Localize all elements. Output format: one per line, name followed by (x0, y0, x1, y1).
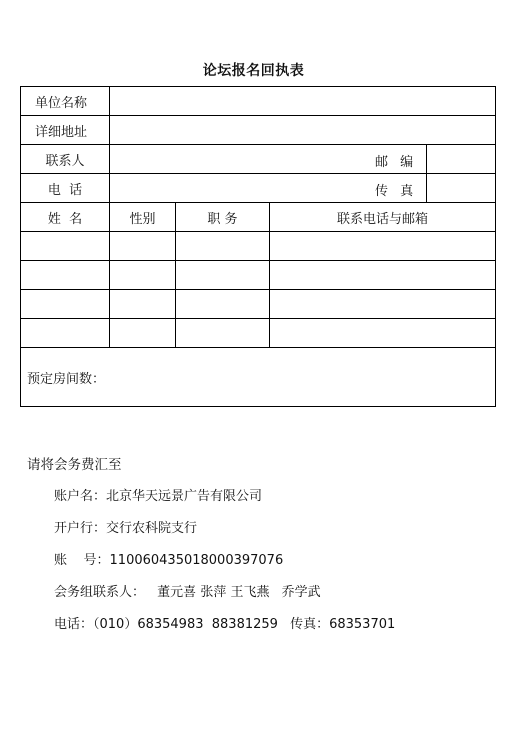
postcode-label: 邮 编 (375, 155, 418, 170)
col-contact-header: 联系电话与邮箱 (270, 203, 496, 232)
organizer-fax-label: 传真： (290, 617, 330, 632)
form-title: 论坛报名回执表 (202, 63, 305, 79)
address-row (21, 116, 496, 145)
phone-fax-row (21, 174, 496, 203)
organizer-contact-name: 董元喜 (157, 585, 197, 600)
address-field[interactable] (110, 116, 496, 145)
attendee-position-cell[interactable] (176, 261, 270, 290)
fax-label: 传 真 (375, 184, 418, 199)
attendee-gender-cell[interactable] (110, 319, 176, 348)
col-position-header: 职 务 (176, 203, 270, 232)
bank-value: 交行农科院支行 (106, 521, 198, 536)
attendee-contact-cell[interactable] (270, 319, 496, 348)
attendee-contact-cell[interactable] (270, 232, 496, 261)
attendee-name-cell[interactable] (21, 319, 110, 348)
attendee-row (21, 319, 496, 348)
organizer-contact-name: 王飞燕 (230, 585, 270, 600)
col-name-header: 姓 名 (21, 203, 110, 232)
attendee-gender-cell[interactable] (110, 261, 176, 290)
attendee-name-cell[interactable] (21, 261, 110, 290)
payment-info (27, 453, 395, 647)
organizer-fax-value: 68353701 (329, 617, 396, 632)
room-booking-cell[interactable] (21, 348, 496, 407)
attendee-contact-cell[interactable] (270, 261, 496, 290)
organizer-contact-name: 张萍 (200, 585, 227, 600)
attendee-name-cell[interactable] (21, 232, 110, 261)
account-name-label: 账户名： (54, 489, 107, 504)
attendee-gender-cell[interactable] (110, 232, 176, 261)
contact-person-label: 联系人 (21, 145, 110, 174)
organizer-contacts-label: 会务组联系人： (54, 585, 146, 600)
room-booking-row (21, 348, 496, 407)
account-number-value: 110060435018000397076 (109, 553, 284, 568)
attendee-row (21, 290, 496, 319)
organizer-contacts-line (27, 583, 395, 615)
account-number-label: 账 号： (54, 553, 110, 568)
bank-line (27, 519, 395, 551)
organizer-phone-value: （010）68354983 88381259 (93, 617, 278, 632)
fax-field[interactable] (375, 174, 496, 203)
account-name-value: 北京华天远景广告有限公司 (106, 489, 263, 504)
unit-name-label: 单位名称 (21, 87, 110, 116)
payment-heading: 请将会务费汇至 (27, 457, 122, 473)
bank-label: 开户行： (54, 521, 107, 536)
attendee-position-cell[interactable] (176, 232, 270, 261)
attendee-gender-cell[interactable] (110, 290, 176, 319)
attendee-position-cell[interactable] (176, 319, 270, 348)
contact-row (21, 145, 496, 174)
postcode-field[interactable] (375, 145, 496, 174)
unit-name-field[interactable] (110, 87, 496, 116)
phone-label: 电 话 (21, 174, 110, 203)
attendee-row (21, 261, 496, 290)
col-gender-header: 性别 (110, 203, 176, 232)
account-name-line (27, 487, 395, 519)
room-booking-label: 预定房间数： (27, 371, 106, 387)
account-number-line (27, 551, 395, 583)
organizer-contact-name: 乔学武 (281, 585, 321, 600)
phone-fax-line (27, 615, 395, 647)
attendee-header-row (21, 203, 496, 232)
attendee-contact-cell[interactable] (270, 290, 496, 319)
attendee-row (21, 232, 496, 261)
registration-form-table (20, 86, 496, 407)
unit-name-row (21, 87, 496, 116)
organizer-phone-label: 电话： (54, 617, 94, 632)
address-label: 详细地址 (21, 116, 110, 145)
attendee-position-cell[interactable] (176, 290, 270, 319)
attendee-name-cell[interactable] (21, 290, 110, 319)
